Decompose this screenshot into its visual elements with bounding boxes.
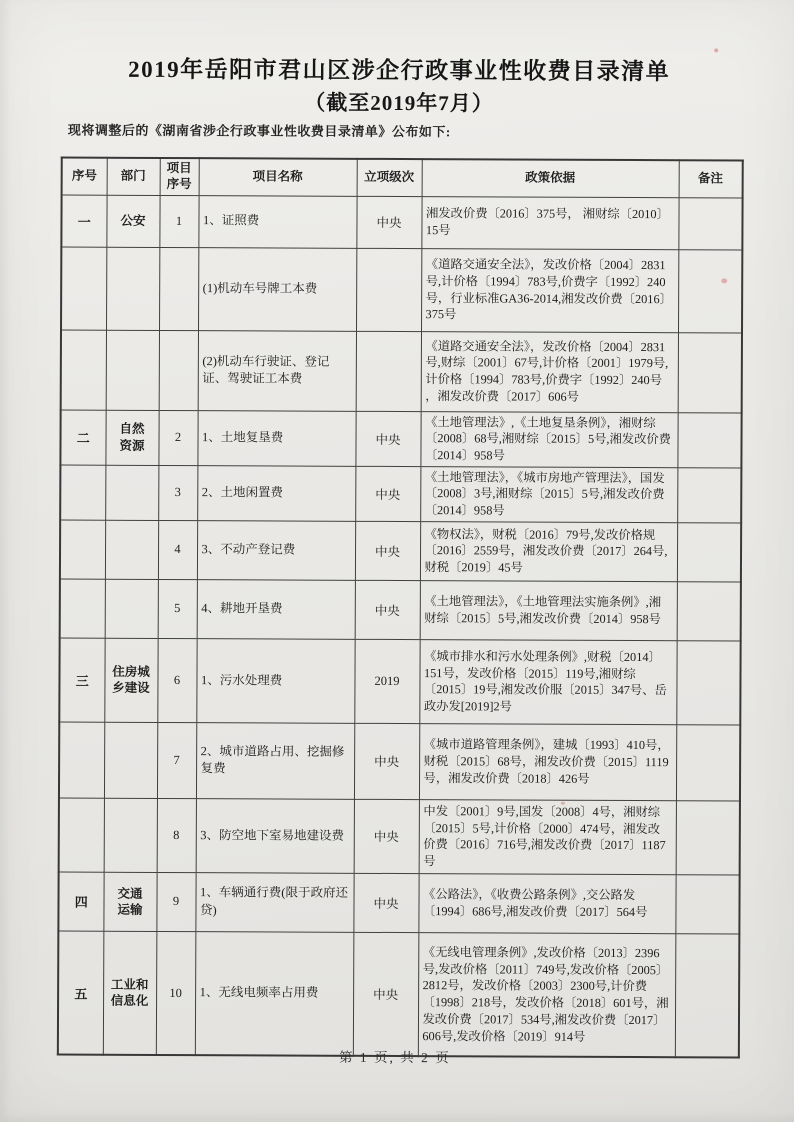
cell-seq <box>61 247 106 330</box>
cell-item-no: 3 <box>158 465 197 520</box>
cell-remark <box>678 332 742 412</box>
cell-remark <box>676 725 740 801</box>
page-number-footer: 第 1 页, 共 2 页 <box>338 1049 451 1066</box>
cell-remark <box>675 875 739 934</box>
cell-item-name: 1、无线电频率占用费 <box>195 931 354 1056</box>
cell-dept <box>104 798 157 872</box>
table-row <box>59 638 740 725</box>
header-remark: 备注 <box>679 160 743 197</box>
cell-dept <box>106 247 159 330</box>
cell-seq <box>61 330 106 410</box>
cell-level: 中央 <box>354 799 419 873</box>
cell-item-name: 3、不动产登记费 <box>197 520 355 580</box>
cell-remark <box>676 801 740 875</box>
cell-remark <box>676 641 740 725</box>
cell-dept: 公安 <box>106 195 159 247</box>
table-row <box>61 330 742 413</box>
table-row <box>59 722 740 801</box>
cell-dept <box>104 722 157 798</box>
header-level: 立项级次 <box>357 159 422 196</box>
cell-seq: 二 <box>60 410 105 465</box>
cell-seq: 四 <box>58 872 103 931</box>
table-row <box>61 195 742 250</box>
cell-item-name: 1、土地复垦费 <box>197 410 355 466</box>
cell-level: 中央 <box>353 932 419 1056</box>
cell-item-no <box>159 330 198 410</box>
cell-dept <box>105 520 158 579</box>
cell-remark <box>678 197 742 249</box>
scan-artifact-speck <box>721 278 727 283</box>
cell-item-no <box>159 247 198 330</box>
fee-catalog-table <box>57 157 744 1059</box>
cell-item-no: 6 <box>157 638 196 722</box>
cell-policy: 《道路交通安全法》，发改价格〔2004〕2831号,计价格〔1994〕783号,价费字〔1992〕240号，行业标准GA36-2014,湘发改价费〔2016〕375号 <box>421 248 678 332</box>
cell-seq: 五 <box>58 931 104 1055</box>
cell-item-no: 5 <box>158 579 197 638</box>
cell-dept <box>106 330 159 410</box>
cell-policy: 中发〔2001〕9号,国发〔2008〕4号，湘财综〔2015〕5号,计价格〔2000〕474号，湘发改价费〔2016〕716号,湘发改价费〔2017〕1187号 <box>419 799 676 874</box>
cell-remark <box>677 412 741 467</box>
cell-item-name: 3、防空地下室易地建设费 <box>196 798 354 873</box>
document-subtitle: （截至2019年7月） <box>304 90 494 116</box>
cell-seq <box>59 798 104 872</box>
cell-seq <box>60 520 105 579</box>
cell-item-no: 8 <box>157 798 196 872</box>
scan-artifact-speck <box>561 802 565 805</box>
cell-seq <box>60 579 105 638</box>
header-item-no: 项目序号 <box>160 158 199 195</box>
cell-item-no: 9 <box>156 872 195 931</box>
cell-item-name: 1、证照费 <box>198 195 356 248</box>
cell-remark <box>677 467 741 522</box>
cell-item-name: (1)机动车号牌工本费 <box>198 247 356 331</box>
table-row <box>59 798 740 875</box>
cell-item-no: 1 <box>159 195 198 247</box>
cell-level <box>356 331 421 411</box>
cell-policy: 《城市道路管理条例》，建城〔1993〕410号，财税〔2015〕68号，湘发改价费〔2015〕1119号，湘发改价费〔2018〕426号 <box>419 723 676 800</box>
cell-policy: 《无线电管理条例》,发改价格〔2013〕2396号,发改价格〔2011〕749号,发改价格〔2005〕2812号，发改价格〔2003〕2300号,计价费〔1998〕218号，发改价格〔2018〕601号，湘发改价费〔2017〕534号,湘发改价费〔2017〕606号,发改价格〔2019〕914号 <box>418 932 676 1057</box>
cell-level: 中央 <box>354 723 419 799</box>
cell-item-name: 1、污水处理费 <box>196 638 354 723</box>
cell-policy: 湘发改价费〔2016〕375号， 湘财综〔2010〕15号 <box>421 196 678 249</box>
table-row <box>58 931 740 1058</box>
cell-policy: 《土地管理法》,《土地复垦条例》，湘财综〔2008〕68号,湘财综〔2015〕5号,湘发改价费〔2014〕958号 <box>420 411 677 467</box>
cell-item-name: 2、土地闲置费 <box>197 465 355 521</box>
cell-policy: 《道路交通安全法》，发改价格〔2004〕2831号,财综〔2001〕67号,计价格〔2001〕1979号,计价格〔1994〕783号,价费字〔1992〕240号 ，湘发改价费〔2017〕606号 <box>421 331 678 412</box>
cell-policy: 《物权法》，财税〔2016〕79号,发改价格规〔2016〕2559号，湘发改价费〔2017〕264号,财税〔2019〕45号 <box>420 521 677 581</box>
cell-dept: 交通 运输 <box>103 872 156 931</box>
cell-item-name: 1、车辆通行费(限于政府还贷) <box>195 872 353 932</box>
cell-dept: 自然 资源 <box>105 410 158 465</box>
cell-level: 中央 <box>356 196 421 248</box>
cell-item-no: 7 <box>157 722 196 798</box>
cell-dept: 住房城 乡建设 <box>104 638 157 722</box>
cell-level <box>356 248 421 331</box>
table-header-row <box>62 158 743 198</box>
cell-item-no: 10 <box>156 931 196 1055</box>
cell-level: 2019 <box>354 639 419 723</box>
cell-seq <box>60 465 105 520</box>
cell-level: 中央 <box>355 466 420 521</box>
cell-item-name: 2、城市道路占用、挖掘修复费 <box>196 722 354 799</box>
header-dept: 部门 <box>107 158 160 195</box>
intro-text: 现将调整后的《湖南省涉企行政事业性收费目录清单》公布如下: <box>67 122 451 140</box>
cell-policy: 《土地管理法》，《土地管理法实施条例》,湘财综〔2015〕5号,湘发改价费〔2014〕958号 <box>420 580 677 640</box>
table-row <box>58 872 739 934</box>
cell-level: 中央 <box>353 873 418 932</box>
cell-seq: 三 <box>59 638 104 722</box>
cell-remark <box>678 249 742 332</box>
header-policy: 政策依据 <box>422 159 679 197</box>
scan-artifact-speck <box>714 48 718 52</box>
table-row <box>60 410 741 468</box>
document-title: 2019年岳阳市君山区涉企行政事业性收费目录清单 <box>128 56 671 85</box>
cell-policy: 《公路法》，《收费公路条例》,交公路发〔1994〕686号,湘发改价费〔2017〕564号 <box>418 873 675 933</box>
cell-policy: 《城市排水和污水处理条例》,财税〔2014〕151号，发改价格〔2015〕119号,湘财综〔2015〕19号,湘发改价服〔2015〕347号、岳政办发[2019]2号 <box>419 639 676 724</box>
cell-item-no: 2 <box>158 410 197 465</box>
cell-item-name: 4、耕地开垦费 <box>197 579 355 639</box>
cell-seq: 一 <box>61 195 106 247</box>
cell-dept <box>105 465 158 520</box>
cell-level: 中央 <box>355 580 420 639</box>
table-row <box>60 520 741 582</box>
cell-dept <box>105 579 158 638</box>
cell-seq <box>59 722 104 798</box>
cell-policy: 《土地管理法》，《城市房地产管理法》，国发〔2008〕3号,湘财综〔2015〕5号,湘发改价费〔2014〕958号 <box>420 466 677 522</box>
table-row <box>61 247 742 333</box>
header-item-name: 项目名称 <box>199 158 357 196</box>
table-row <box>60 579 741 641</box>
cell-level: 中央 <box>355 411 420 466</box>
header-seq: 序号 <box>62 158 107 195</box>
cell-item-no: 4 <box>158 520 197 579</box>
cell-level: 中央 <box>355 521 420 580</box>
cell-remark <box>677 523 741 582</box>
cell-remark <box>675 934 740 1058</box>
cell-remark <box>677 582 741 641</box>
cell-item-name: (2)机动车行驶证、登记证、驾驶证工本费 <box>198 330 356 411</box>
table-row <box>60 465 741 523</box>
cell-dept: 工业和 信息化 <box>103 931 157 1055</box>
